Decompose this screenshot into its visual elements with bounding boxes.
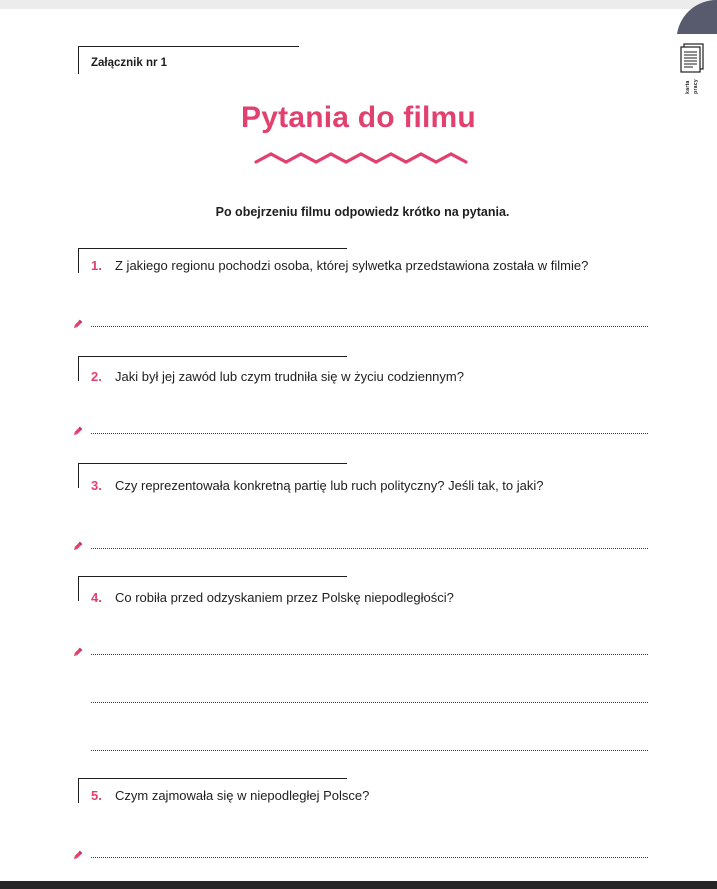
annex-frame [78, 46, 299, 74]
page-title-text: Pytania do filmu [241, 101, 476, 134]
question-text: Co robiła przed odzyskaniem przez Polskę niepodległości? [115, 590, 454, 605]
pencil-icon [72, 539, 83, 550]
question-number: 4. [91, 590, 102, 605]
top-strip [0, 0, 717, 9]
pencil-icon [72, 645, 83, 656]
side-tab-label-line1: karta [685, 80, 691, 94]
answer-line[interactable] [91, 750, 648, 751]
side-tab-label [685, 79, 703, 94]
bottom-strip [0, 881, 717, 889]
answer-line[interactable] [91, 433, 648, 434]
side-tab-label-line2: pracy [693, 79, 699, 94]
question-5 [91, 788, 369, 803]
question-text: Czy reprezentowała konkretną partię lub ruch polityczny? Jeśli tak, to jaki? [115, 478, 544, 493]
answer-line[interactable] [91, 702, 648, 703]
pencil-icon [72, 317, 83, 328]
corner-arc-decoration [677, 0, 717, 34]
question-text: Z jakiego regionu pochodzi osoba, której sylwetka przedstawiona została w filmie? [115, 258, 589, 273]
page-title [0, 101, 717, 135]
question-text: Jaki był jej zawód lub czym trudniła się w życiu codziennym? [115, 369, 464, 384]
question-4 [91, 590, 454, 605]
pencil-icon [72, 848, 83, 859]
document-icon [679, 43, 705, 74]
answer-line[interactable] [91, 857, 648, 858]
answer-line[interactable] [91, 326, 648, 327]
annex-label: Załącznik nr 1 [91, 57, 168, 69]
instruction-text: Po obejrzeniu filmu odpowiedz krótko na pytania. [215, 205, 510, 219]
question-1 [91, 258, 588, 273]
side-tab-work-card [676, 43, 708, 109]
question-number: 5. [91, 788, 102, 803]
question-number: 1. [91, 258, 102, 273]
pencil-icon [72, 424, 83, 435]
question-number: 2. [91, 369, 102, 384]
question-3 [91, 478, 544, 493]
answer-line[interactable] [91, 548, 648, 549]
answer-line[interactable] [91, 654, 648, 655]
question-text: Czym zajmowała się w niepodległej Polsce? [115, 788, 370, 803]
question-2 [91, 369, 464, 384]
question-number: 3. [91, 478, 102, 493]
zigzag-decoration [253, 149, 473, 169]
